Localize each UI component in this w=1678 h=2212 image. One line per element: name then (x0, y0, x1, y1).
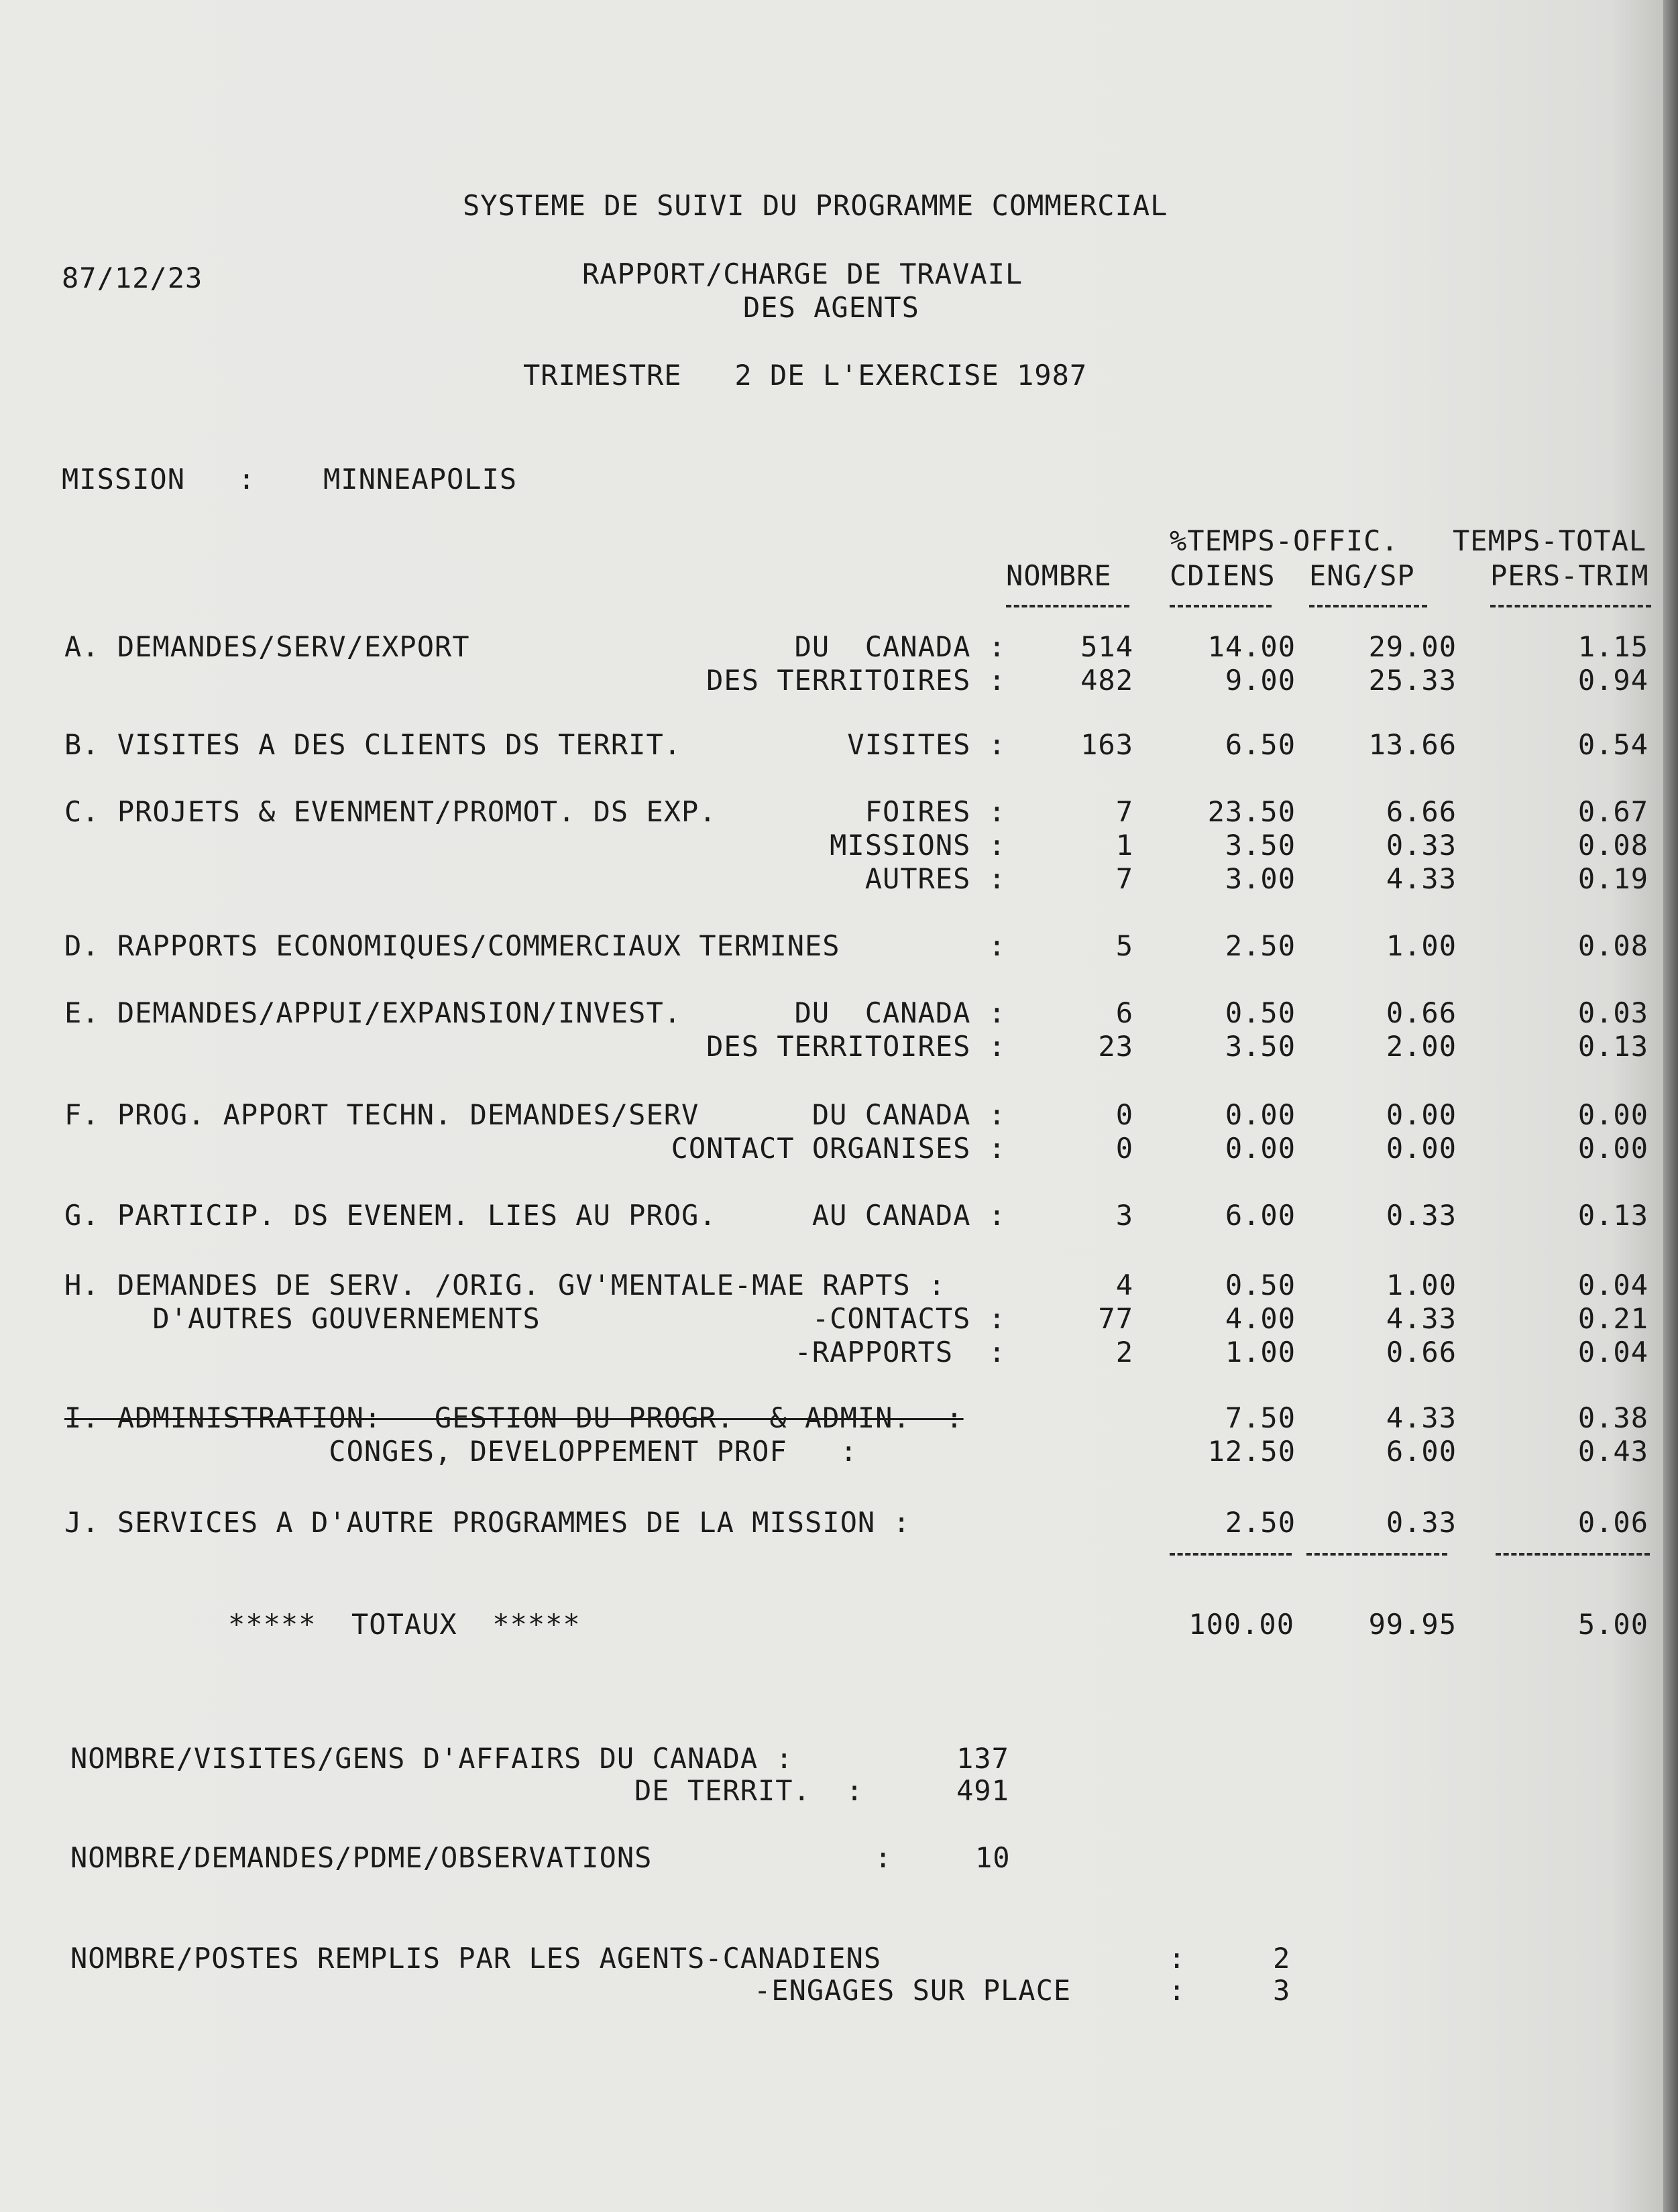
row-sublabel: AU CANADA : (812, 1199, 1006, 1232)
col-header-pers-trim: PERS-TRIM (1490, 559, 1649, 592)
report-date: 87/12/23 (62, 261, 203, 294)
row-cdiens: 14.00 (1207, 630, 1296, 663)
row-engsp: 4.33 (1386, 862, 1457, 895)
totals-pers-trim: 5.00 (1577, 1608, 1648, 1641)
row-cdiens: 0.50 (1225, 996, 1296, 1029)
col-header-engsp: ENG/SP (1309, 559, 1415, 592)
row-cdiens: 0.00 (1225, 1098, 1296, 1131)
row-nombre: 77 (1098, 1302, 1133, 1335)
summary-postes-colon: : (1168, 1942, 1186, 1975)
row-pers-trim: 0.67 (1577, 795, 1648, 828)
col-header-nombre: NOMBRE (1006, 559, 1112, 592)
row-cdiens: 0.00 (1225, 1132, 1296, 1165)
row-pers-trim: 0.04 (1577, 1269, 1648, 1301)
system-title: SYSTEME DE SUIVI DU PROGRAMME COMMERCIAL (463, 189, 1168, 222)
row-cdiens: 6.00 (1225, 1199, 1296, 1232)
row-engsp: 0.00 (1386, 1132, 1457, 1165)
row-label: E. DEMANDES/APPUI/EXPANSION/INVEST. (64, 996, 682, 1029)
totals-label: ***** TOTAUX ***** (228, 1608, 581, 1641)
row-pers-trim: 0.38 (1577, 1401, 1648, 1434)
row-cdiens: 3.50 (1225, 1030, 1296, 1063)
row-engsp: 4.33 (1386, 1401, 1457, 1434)
row-label: A. DEMANDES/SERV/EXPORT (64, 630, 470, 663)
row-engsp: 4.33 (1386, 1302, 1457, 1335)
row-sublabel: DES TERRITOIRES : (706, 664, 1006, 697)
summary-postes-label: NOMBRE/POSTES REMPLIS PAR LES AGENTS-CANADIENS (70, 1942, 882, 1975)
summary-territ-label: DE TERRIT. : (634, 1774, 864, 1807)
summary-visites-value: 137 (956, 1742, 1009, 1775)
summary-demandes-value: 10 (975, 1841, 1011, 1874)
row-nombre: 482 (1080, 664, 1133, 697)
row-label: I. ADMINISTRATION: GESTION DU PROGR. & ADMIN. : (64, 1401, 964, 1434)
row-pers-trim: 0.04 (1577, 1336, 1648, 1369)
row-pers-trim: 0.06 (1577, 1506, 1648, 1539)
row-pers-trim: 0.08 (1577, 929, 1648, 962)
row-nombre: 5 (1115, 929, 1133, 962)
row-cdiens: 23.50 (1207, 795, 1296, 828)
row-label: G. PARTICIP. DS EVENEM. LIES AU PROG. (64, 1199, 717, 1232)
row-cdiens: 2.50 (1225, 929, 1296, 962)
row-pers-trim: 0.08 (1577, 829, 1648, 862)
row-cdiens: 7.50 (1225, 1401, 1296, 1434)
row-sublabel: VISITES : (847, 728, 1006, 761)
row-pers-trim: 0.13 (1577, 1199, 1648, 1232)
row-label: F. PROG. APPORT TECHN. DEMANDES/SERV (64, 1098, 700, 1131)
row-pers-trim: 0.21 (1577, 1302, 1648, 1335)
row-sublabel: CONTACT ORGANISES : (671, 1132, 1006, 1165)
row-sublabel: AUTRES : (864, 862, 1006, 895)
row-nombre: 514 (1080, 630, 1133, 663)
row-nombre: 2 (1115, 1336, 1133, 1369)
row-cdiens: 6.50 (1225, 728, 1296, 761)
row-label: H. DEMANDES DE SERV. /ORIG. GV'MENTALE-MAE RAPTS : (64, 1269, 946, 1301)
totals-underline-total (1496, 1553, 1650, 1556)
row-nombre: 1 (1115, 829, 1133, 862)
mission-value: MINNEAPOLIS (323, 463, 518, 496)
summary-demandes-colon: : (875, 1841, 893, 1874)
row-pers-trim: 0.13 (1577, 1030, 1648, 1063)
row-sublabel: -RAPPORTS : (794, 1336, 1006, 1369)
row-engsp: 0.33 (1386, 829, 1457, 862)
row-sublabel: DU CANADA : (794, 630, 1006, 663)
row-nombre: 7 (1115, 795, 1133, 828)
row-engsp: 2.00 (1386, 1030, 1457, 1063)
header-underline-cdiens (1170, 605, 1272, 607)
summary-postes-value: 2 (1273, 1942, 1291, 1975)
row-sublabel: -CONTACTS : (812, 1302, 1006, 1335)
row-sublabel: : (988, 929, 1006, 962)
row-sublabel: DES TERRITOIRES : (706, 1030, 1006, 1063)
row-engsp: 0.33 (1386, 1199, 1457, 1232)
row-engsp: 1.00 (1386, 929, 1457, 962)
row-cdiens: 3.50 (1225, 829, 1296, 862)
row-engsp: 29.00 (1368, 630, 1457, 663)
row-pers-trim: 1.15 (1577, 630, 1648, 663)
row-pers-trim: 0.54 (1577, 728, 1648, 761)
quarter-line: TRIMESTRE 2 DE L'EXERCISE 1987 (523, 359, 1088, 392)
row-engsp: 13.66 (1368, 728, 1457, 761)
summary-engages-colon: : (1168, 1974, 1186, 2007)
row-cdiens: 0.50 (1225, 1269, 1296, 1301)
row-engsp: 1.00 (1386, 1269, 1457, 1301)
row-pers-trim: 0.43 (1577, 1435, 1648, 1468)
row-cdiens: 4.00 (1225, 1302, 1296, 1335)
col-header-temps-total: TEMPS-TOTAL (1453, 524, 1647, 557)
row-nombre: 4 (1115, 1269, 1133, 1301)
row-pers-trim: 0.19 (1577, 862, 1648, 895)
row-sublabel: DU CANADA : (794, 996, 1006, 1029)
row-cdiens: 12.50 (1207, 1435, 1296, 1468)
header-underline-engsp (1309, 605, 1427, 607)
totals-cdiens: 100.00 (1188, 1608, 1294, 1641)
row-cdiens: 9.00 (1225, 664, 1296, 697)
row-label: D'AUTRES GOUVERNEMENTS (64, 1302, 541, 1335)
row-nombre: 0 (1115, 1098, 1133, 1131)
row-engsp: 6.00 (1386, 1435, 1457, 1468)
row-label: C. PROJETS & EVENMENT/PROMOT. DS EXP. (64, 795, 717, 828)
row-engsp: 0.33 (1386, 1506, 1457, 1539)
row-engsp: 6.66 (1386, 795, 1457, 828)
row-pers-trim: 0.00 (1577, 1132, 1648, 1165)
row-cdiens: 3.00 (1225, 862, 1296, 895)
row-nombre: 3 (1115, 1199, 1133, 1232)
report-title-line2: DES AGENTS (743, 291, 919, 324)
summary-visites-label: NOMBRE/VISITES/GENS D'AFFAIRS DU CANADA : (70, 1742, 793, 1775)
summary-engages-label: -ENGAGES SUR PLACE (754, 1974, 1072, 2007)
row-nombre: 23 (1098, 1030, 1133, 1063)
summary-demandes-label: NOMBRE/DEMANDES/PDME/OBSERVATIONS (70, 1841, 653, 1874)
row-label: D. RAPPORTS ECONOMIQUES/COMMERCIAUX TERMINES (64, 929, 840, 962)
row-label: CONGES, DEVELOPPEMENT PROF : (64, 1435, 858, 1468)
row-cdiens: 2.50 (1225, 1506, 1296, 1539)
row-engsp: 0.66 (1386, 1336, 1457, 1369)
summary-engages-value: 3 (1273, 1974, 1291, 2007)
row-label: B. VISITES A DES CLIENTS DS TERRIT. (64, 728, 682, 761)
mission-label: MISSION : (62, 463, 256, 496)
row-nombre: 163 (1080, 728, 1133, 761)
row-nombre: 7 (1115, 862, 1133, 895)
row-nombre: 0 (1115, 1132, 1133, 1165)
row-label: J. SERVICES A D'AUTRE PROGRAMMES DE LA MISSION : (64, 1506, 911, 1539)
header-underline-nombre (1006, 605, 1129, 607)
row-pers-trim: 0.94 (1577, 664, 1648, 697)
col-header-temps-offic: %TEMPS-OFFIC. (1170, 524, 1399, 557)
row-pers-trim: 0.03 (1577, 996, 1648, 1029)
row-sublabel: MISSIONS : (830, 829, 1006, 862)
row-engsp: 25.33 (1368, 664, 1457, 697)
col-header-cdiens: CDIENS (1170, 559, 1276, 592)
page-edge-shadow (1663, 0, 1678, 2212)
row-sublabel: DU CANADA : (812, 1098, 1006, 1131)
totals-underline-cdiens (1170, 1553, 1292, 1556)
row-pers-trim: 0.00 (1577, 1098, 1648, 1131)
row-engsp: 0.66 (1386, 996, 1457, 1029)
summary-territ-value: 491 (956, 1774, 1009, 1807)
row-sublabel: FOIRES : (864, 795, 1006, 828)
report-title-line1: RAPPORT/CHARGE DE TRAVAIL (582, 257, 1023, 290)
row-engsp: 0.00 (1386, 1098, 1457, 1131)
totals-engsp: 99.95 (1368, 1608, 1457, 1641)
row-cdiens: 1.00 (1225, 1336, 1296, 1369)
totals-underline-engsp (1306, 1553, 1447, 1556)
header-underline-total (1490, 605, 1651, 607)
row-nombre: 6 (1115, 996, 1133, 1029)
